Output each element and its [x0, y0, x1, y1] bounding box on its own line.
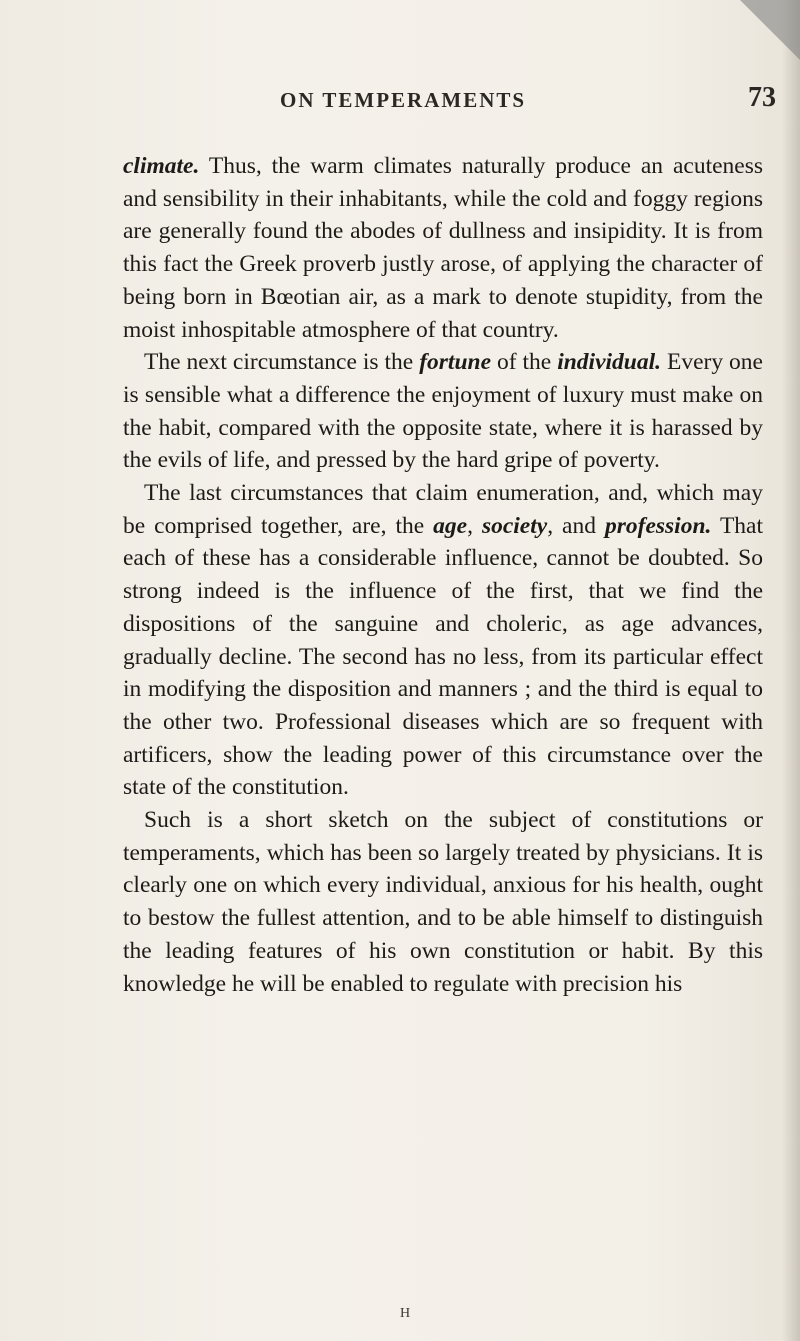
paragraph — [123, 150, 763, 346]
signature-mark: H — [400, 1306, 411, 1321]
text-run: That each of these has a considerable influence, cannot be doubted. So strong indeed is the influence of the first, that we find the dispositions of the sanguine and choleric, as age advances, gradually decline. The second has no less, from its particular effect in modifying the disposition and manners ; and the third is equal to the other two. Professional diseases which are so frequent with artificers, show the leading power of this circumstance over the state of the constitution. — [123, 512, 764, 801]
text-run: The next circumstance is the — [144, 349, 420, 376]
text-run: of the — [491, 349, 558, 376]
italic-text: profession. — [604, 512, 712, 539]
text-run: , — [467, 512, 482, 539]
paragraph — [123, 346, 763, 477]
italic-text: age — [433, 512, 468, 539]
page-edge-shadow — [782, 0, 800, 1341]
italic-text: society — [481, 512, 548, 539]
text-run: Such is a short sketch on the subject of constitutions or temperaments, which has been so largely treated by physicians. It is clearly one on which every individual, anxious for his health, ought to bestow the fullest attention, and to be able himself to distinguish the leading features of his own constitution or habit. By this knowledge he will be enabled to regulate with precision his — [123, 807, 763, 997]
italic-text: fortune — [419, 349, 492, 376]
paragraph — [123, 477, 763, 804]
page-number: 73 — [748, 82, 776, 113]
paragraph — [123, 804, 763, 1000]
body-text — [123, 150, 763, 1000]
italic-text: individual. — [557, 349, 662, 376]
text-run: The last circumstances that claim enumeration, and, which may be comprised together, are, the — [123, 480, 763, 539]
torn-corner — [740, 0, 800, 60]
text-run: Every one is sensible what a difference the enjoyment of luxury must make on the habit, compared with the opposite state, where it is harassed by the evils of life, and pressed by the hard gripe of poverty. — [123, 349, 763, 474]
italic-text: climate. — [123, 153, 200, 179]
text-run: Thus, the warm climates naturally produce an acuteness and sensibility in their inhabitants, while the cold and foggy regions are generally found the abodes of dullness and insipidity. It is from this fact the Greek proverb justly arose, of applying the character of being born in Bœotian air, as a mark to denote stupidity, from the moist inhospitable atmosphere of that country. — [123, 153, 763, 343]
running-title: ON TEMPERAMENTS — [280, 88, 527, 112]
text-run: , and — [547, 512, 605, 539]
